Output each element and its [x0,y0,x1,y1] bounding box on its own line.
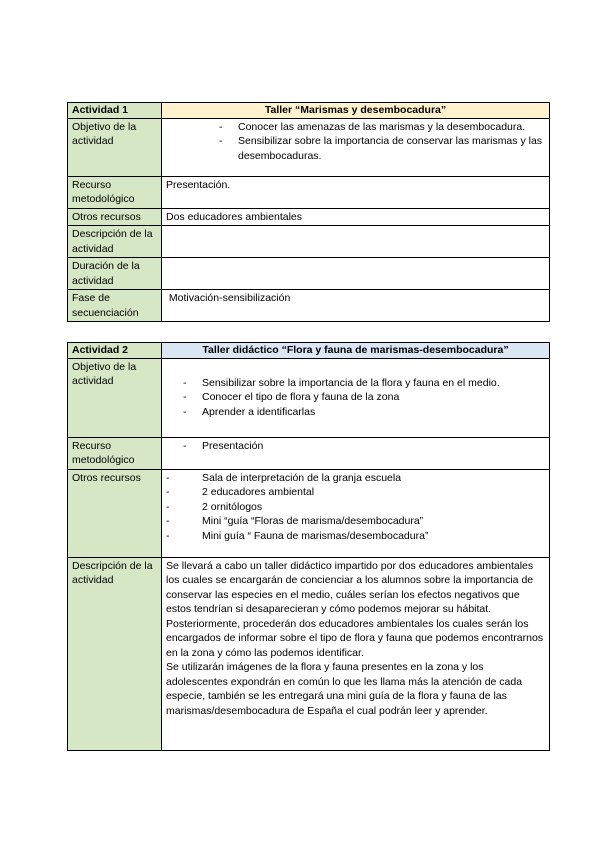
row-label: Recurso metodológico [68,437,162,469]
table-row [68,437,550,469]
table-header-row [68,343,550,359]
row-value [162,258,550,290]
list-item: - Mini guía “ Fauna de marismas/desembocadura” [166,529,545,544]
table-row [68,290,550,322]
list-item: - Aprender a identificarlas [166,405,545,420]
row-label: Otros recursos [68,469,162,557]
row-label: Duración de la actividad [68,258,162,290]
list-item: - Presentación [166,439,545,454]
table-row [68,557,550,750]
table-row [68,226,550,258]
list-item: - Sensibilizar sobre la importancia de conservar las marismas y las desembocaduras. [166,134,545,163]
description-paragraph: Se utilizarán imágenes de la flora y fauna presentes en la zona y los adolescentes expondrán en común lo que les llama más la atención de cada especie, también se les entregará una mini guía de la flora y fauna de las marismas/desembocadura de España el cual podrán leer y aprender. [166,661,523,717]
table-row [68,118,550,176]
description-paragraph: Posteriormente, procederán dos educadores ambientales los cuales serán los encargados de informar sobre el tipo de flora y fauna que podemos encontrarnos en la zona y cómo las podemos identificar. [166,617,544,659]
description-paragraph: Se llevará a cabo un taller didáctico impartido por dos educadores ambientales los cuales se encargarán de concienciar a los alumnos sobre la importancia de conservar las especies en el medio, cuáles serían los efectos negativos que estos tendrían si desaparecieran y cómo podemos mejorar su hábitat. [166,559,534,615]
row-value [162,437,550,469]
list-item: - 2 ornitólogos [166,500,545,515]
activity-title: Taller “Marismas y desembocadura” [162,103,550,119]
row-label: Descripción de la actividad [68,557,162,750]
row-label: Recurso metodológico [68,176,162,208]
list-item: - Conocer el tipo de flora y fauna de la zona [166,390,545,405]
list-item: - Mini “guía “Floras de marisma/desembocadura” [166,514,545,529]
list-item: - Conocer las amenazas de las marismas y la desembocadura. [166,120,545,135]
row-label: Descripción de la actividad [68,226,162,258]
activity-title: Taller didáctico “Flora y fauna de marismas-desembocadura” [162,343,550,359]
activity-label: Actividad 2 [68,343,162,359]
objective-list [166,376,545,420]
table-row [68,208,550,226]
objective-list [166,120,545,164]
list-item: - Sala de interpretación de la granja escuela [166,471,545,486]
table-row [68,258,550,290]
table-header-row [68,103,550,119]
row-value: Motivación-sensibilización [162,290,550,322]
table-row [68,358,550,437]
list-item: - 2 educadores ambiental [166,485,545,500]
row-label: Objetivo de la actividad [68,358,162,437]
resources-list [166,471,545,544]
activity-1-table [67,102,550,322]
activity-2-table [67,342,550,751]
row-label: Otros recursos [68,208,162,226]
table-row [68,469,550,557]
row-value: Presentación. [162,176,550,208]
activity-label: Actividad 1 [68,103,162,119]
row-value [162,358,550,437]
list-item: - Sensibilizar sobre la importancia de la flora y fauna en el medio. [166,376,545,391]
row-label: Objetivo de la actividad [68,118,162,176]
resource-list [166,439,545,454]
table-row [68,176,550,208]
row-value: Dos educadores ambientales [162,208,550,226]
row-label: Fase de secuenciación [68,290,162,322]
row-value [162,226,550,258]
row-value [162,557,550,750]
row-value [162,469,550,557]
row-value [162,118,550,176]
